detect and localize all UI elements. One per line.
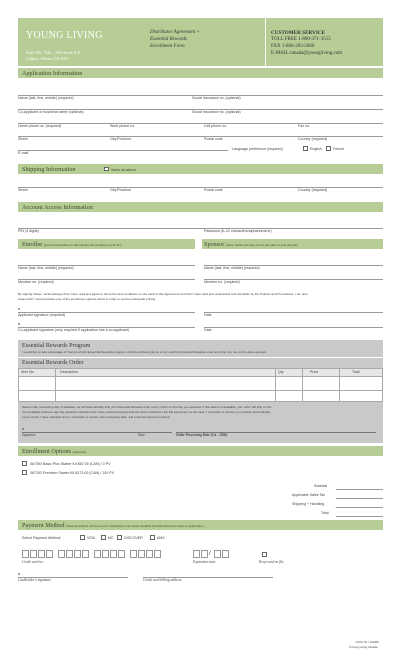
label-fax[interactable]: Fax no.	[298, 124, 310, 128]
exp-slash: /	[209, 551, 211, 557]
label-co-signature[interactable]: Co-applicant signature (only required if application has a co-applicant)	[18, 328, 130, 332]
address-line-1: Suite 350, 7326 – 50th Street N.E.	[26, 50, 81, 55]
card-digit-box[interactable]	[30, 550, 37, 558]
card-digit-box[interactable]	[66, 550, 73, 558]
card-digit-box[interactable]	[130, 550, 137, 558]
cs-fax: FAX 1-866-203-5666	[271, 44, 315, 49]
mc-checkbox[interactable]	[101, 535, 106, 540]
application-section-title: Application Information	[22, 69, 83, 77]
premium-kit-checkbox[interactable]	[22, 470, 27, 475]
basic-kit-checkbox[interactable]	[22, 461, 27, 466]
shipping-section-title: Shipping Information	[22, 165, 76, 173]
enroller-section-title: Enroller (person responsible for introducing and enrolling you in YL)	[22, 240, 122, 248]
label-enroller-name[interactable]: Name (last, first, middle) (required)	[18, 266, 74, 270]
label-co-applicant[interactable]: Co-applicant or business name (optional)	[18, 110, 84, 114]
card-digit-box[interactable]	[94, 550, 101, 558]
er-program-title: Essential Rewards Program	[22, 341, 91, 349]
er-note-2: next available business day. My signature indicates that I have read and accepted all the terms included in the ER agreement on the back. I would like to receive my products automatically	[22, 410, 271, 414]
discover-checkbox[interactable]	[117, 535, 122, 540]
label-tax: Applicable Sales Tax	[292, 493, 326, 497]
label-home-phone[interactable]: Home phone no. (required)	[18, 124, 62, 128]
form-title-1: Distributor Agreement +	[150, 30, 200, 35]
label-select-payment: Select Payment Method:	[22, 536, 62, 540]
footer-code: YLDA-TO / 101305	[355, 640, 379, 644]
label-keep-on-file: Keep card on file	[259, 560, 284, 564]
label-cell-phone[interactable]: Cell phone no.	[204, 124, 228, 128]
label-sponsor-name[interactable]: Name (last, first, middle) (required)	[204, 266, 260, 270]
label-work-phone[interactable]: Work phone no.	[110, 124, 136, 128]
card-digit-box[interactable]	[74, 550, 81, 558]
payment-section-title: Payment Method (Selected method will be used for enrollment order and/or monthly Essential Rewards orders as applicable.)	[22, 521, 204, 529]
label-pin[interactable]: PIN (4 digits)	[18, 229, 39, 233]
header-divider	[265, 18, 266, 66]
card-digit-box[interactable]	[46, 550, 53, 558]
label-shipping-handling: Shipping + Handling	[292, 502, 325, 506]
card-digit-box[interactable]	[38, 550, 45, 558]
label-french: French	[333, 147, 345, 151]
x-mark-3: x	[22, 427, 24, 431]
label-language: Language preference (required)	[232, 147, 283, 151]
label-basic-kit: 067393 Basic Plus Starter Kit $67.00 (CAN) / 0 PV	[30, 462, 111, 466]
label-ship-street[interactable]: Street	[18, 188, 28, 192]
label-cardholder-sig[interactable]: Cardholder's signature	[18, 578, 52, 582]
enrollment-section-title: Enrollment Options (Optional)	[22, 447, 86, 455]
x-mark-2: x	[18, 322, 20, 326]
label-country[interactable]: Country (required)	[298, 137, 328, 141]
agreement-text-2: aware that I must purchase one of the enrollment options below in order to receive wholesale pricing.	[18, 297, 157, 301]
card-digit-box[interactable]	[58, 550, 65, 558]
french-checkbox[interactable]	[326, 146, 331, 151]
label-city[interactable]: City/Province	[110, 137, 132, 141]
label-email[interactable]: E-mail	[18, 151, 29, 155]
header-bar	[18, 18, 383, 66]
card-digit-box[interactable]	[154, 550, 161, 558]
young-living-logo: YOUNG LIVING	[26, 30, 103, 41]
label-enroller-member[interactable]: Member no. (required)	[18, 280, 54, 284]
label-visa: VISA	[87, 536, 96, 540]
label-sponsor-member[interactable]: Member no. (required)	[204, 280, 240, 284]
label-applicant-date[interactable]: Date	[204, 313, 212, 317]
card-digit-box[interactable]	[110, 550, 117, 558]
cs-email: E-MAIL canada@youngliving.com	[271, 51, 343, 56]
card-digit-box[interactable]	[22, 550, 29, 558]
col-total: Total	[352, 370, 360, 374]
col-item-no: Item No.	[21, 370, 35, 374]
label-er-date[interactable]: Date	[138, 433, 145, 437]
address-line-2: Calgary, Alberta T3J 4W3	[26, 56, 68, 61]
label-card-no: Credit card no.	[22, 560, 44, 564]
label-er-processing[interactable]: Order Processing Date (1st – 25th)	[176, 433, 228, 437]
er-note-1: Select order processing day. If available, we will automatically ship your Essential Rewards order every month on this day you selected. If that date is unavailable, your order will ship on the	[22, 405, 272, 409]
label-postal[interactable]: Postal code	[204, 137, 223, 141]
er-note-3: every month. I have indicated items I would like to receive, the processing date, and preferred payment method.	[22, 415, 171, 419]
exp-month-1[interactable]	[193, 550, 200, 558]
card-digit-box[interactable]	[102, 550, 109, 558]
card-digit-box[interactable]	[82, 550, 89, 558]
cs-title: CUSTOMER SERVICE	[271, 30, 326, 36]
exp-month-2[interactable]	[201, 550, 208, 558]
label-name[interactable]: Name (last, first, middle) (required)	[18, 96, 74, 100]
amx-checkbox[interactable]	[150, 535, 155, 540]
english-checkbox[interactable]	[303, 146, 308, 151]
card-digit-box[interactable]	[138, 550, 145, 558]
agreement-text-1: By signing below, I acknowledge that I have read and agree to the terms and conditions on the back of this Agreement and that I have read and understand and will abide by the Policies and Procedures. I am also	[18, 292, 308, 296]
er-program-text: I would like to take advantage of Young Living's Essential Rewards program. Add the following items to my monthly Essential Rewards order and ship it to me on the date selected.	[22, 350, 267, 354]
col-price: Price	[310, 370, 319, 374]
exp-year-2[interactable]	[222, 550, 229, 558]
label-subtotal: Subtotal	[314, 484, 328, 488]
x-mark: x	[18, 307, 20, 311]
er-order-title: Essential Rewards Order	[22, 358, 84, 366]
label-billing-address[interactable]: Credit card billing address	[143, 578, 182, 582]
visa-checkbox[interactable]	[80, 535, 85, 540]
exp-year-1[interactable]	[214, 550, 221, 558]
label-ship-postal[interactable]: Postal code	[204, 188, 223, 192]
label-applicant-signature[interactable]: Applicant signature (required)	[18, 313, 66, 317]
label-discover: DISCOVER	[124, 536, 143, 540]
label-english: English	[310, 147, 322, 151]
keep-on-file-checkbox[interactable]	[262, 552, 267, 557]
label-expiration: Expiration date	[193, 560, 216, 564]
label-ship-city[interactable]: City/Province	[110, 188, 132, 192]
same-as-above-checkbox[interactable]	[104, 167, 109, 172]
label-ship-country[interactable]: Country (required)	[298, 188, 328, 192]
label-street[interactable]: Street	[18, 137, 28, 141]
cs-toll: TOLL FREE 1-800-371-3515	[271, 37, 331, 42]
label-premium-kit: 067293 Premium Starter Kit $173.00 (CAN) / 100 PV	[30, 471, 115, 475]
label-password[interactable]: Password (6–12 characters/alphanumeric)	[204, 229, 272, 233]
label-sin[interactable]: Social Insurance no. (optional)	[192, 96, 241, 100]
card-digit-box[interactable]	[118, 550, 125, 558]
x-mark-4: x	[18, 572, 20, 576]
col-description: Description	[60, 370, 78, 374]
account-section-title: Account Access Information	[22, 203, 93, 211]
label-total: Total	[321, 511, 329, 515]
label-same-as-above: Same as above	[111, 167, 136, 172]
label-co-date[interactable]: Date	[204, 328, 212, 332]
label-sin-2[interactable]: Social Insurance no. (optional)	[192, 110, 241, 114]
form-title-3: Enrollment Form	[150, 44, 185, 49]
sponsor-section-title: Sponsor (direct upline and may also be the same as your enroller)	[204, 240, 299, 248]
footer-copyright: ©Young Living Canada	[349, 645, 378, 649]
label-mc: MC	[108, 536, 114, 540]
label-er-signature[interactable]: Signature	[22, 433, 36, 437]
card-digit-box[interactable]	[146, 550, 153, 558]
label-amx: AMX	[157, 536, 165, 540]
col-qty: Qty.	[278, 370, 285, 374]
form-title-2: Essential Rewards	[150, 37, 187, 42]
